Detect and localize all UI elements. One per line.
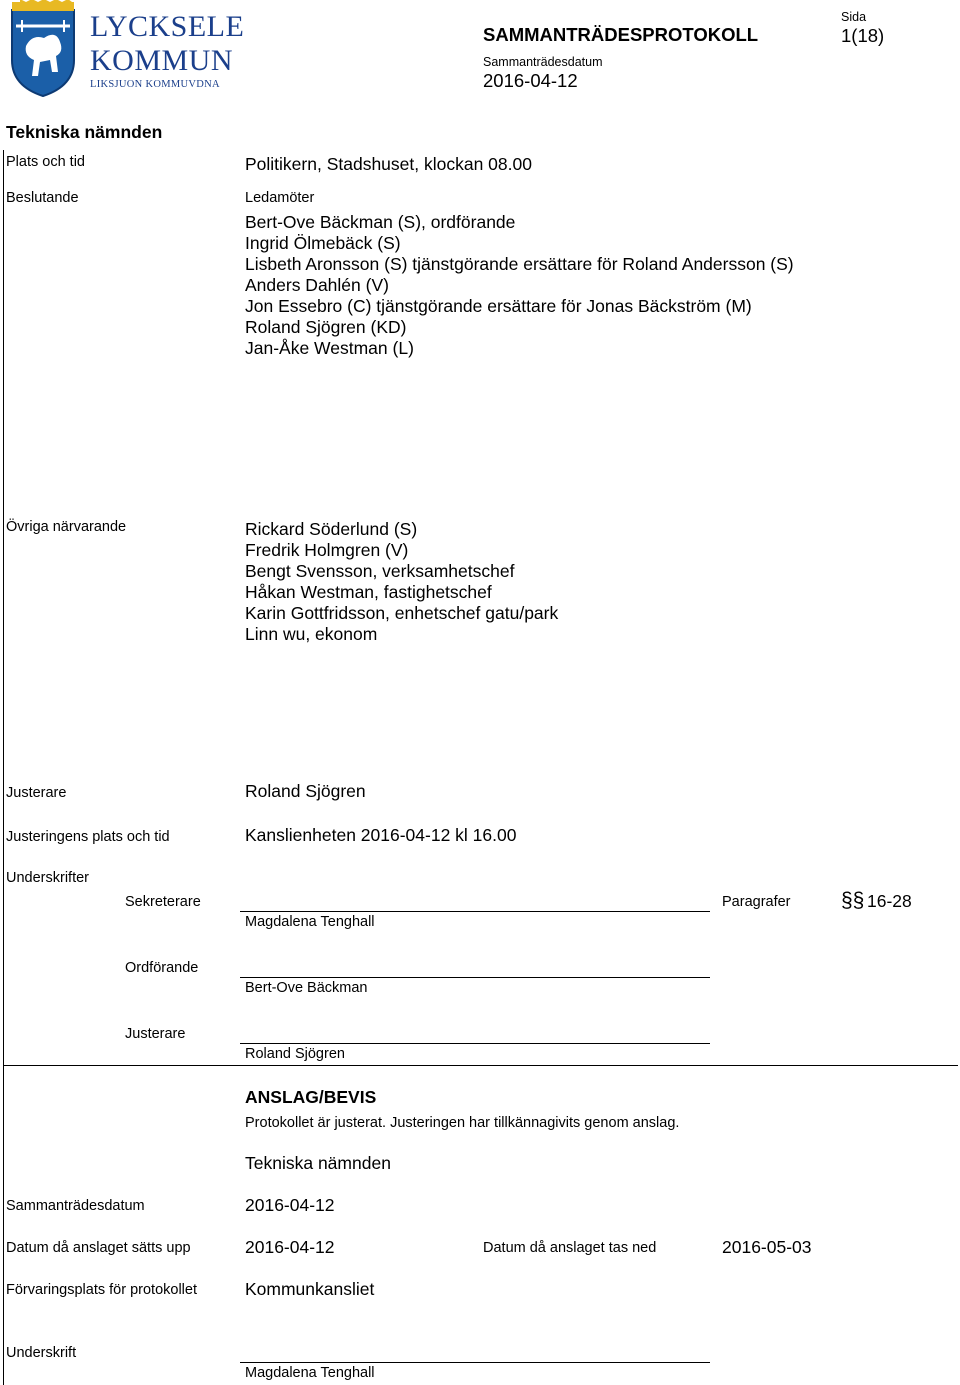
notice-signature-line	[240, 1362, 710, 1363]
notice-title: ANSLAG/BEVIS	[245, 1087, 377, 1107]
chair-signature-line	[240, 977, 710, 978]
storage-label: Förvaringsplats för protokollet	[6, 1282, 197, 1298]
logo-line-3: LIKSJUON KOMMUVDNA	[90, 79, 220, 90]
member-item: Ingrid Ölmebäck (S)	[245, 233, 401, 253]
attendee-item: Fredrik Holmgren (V)	[245, 540, 409, 560]
members-label: Ledamöter	[245, 190, 315, 206]
paragraphs-value: 16-28	[867, 891, 912, 911]
member-item: Roland Sjögren (KD)	[245, 317, 407, 337]
removed-date-label: Datum då anslaget tas ned	[483, 1240, 657, 1256]
member-item: Bert-Ove Bäckman (S), ordförande	[245, 212, 516, 232]
notice-signature-label: Underskrift	[6, 1345, 77, 1361]
notice-text: Protokollet är justerat. Justeringen har tillkännagivits genom anslag.	[245, 1115, 680, 1131]
page-label: Sida	[841, 10, 867, 24]
adjuster-signature-line	[240, 1043, 710, 1044]
committee-name: Tekniska nämnden	[6, 122, 163, 142]
header-date-label: Sammanträdesdatum	[483, 55, 603, 69]
attendee-item: Bengt Svensson, verksamhetschef	[245, 561, 515, 581]
place-label: Plats och tid	[6, 154, 85, 170]
logo-line-1: LYCKSELE	[90, 10, 245, 43]
signature-adjuster-label: Justerare	[125, 1026, 186, 1042]
notice-organ: Tekniska nämnden	[245, 1153, 391, 1173]
adjuster-label: Justerare	[6, 785, 67, 801]
storage-value: Kommunkansliet	[245, 1279, 375, 1299]
attendee-item: Linn wu, ekonom	[245, 624, 378, 644]
header-date: 2016-04-12	[483, 70, 578, 91]
chair-name: Bert-Ove Bäckman	[245, 980, 368, 996]
meeting-date-label: Sammanträdesdatum	[6, 1198, 145, 1214]
member-item: Lisbeth Aronsson (S) tjänstgörande ersättare för Roland Andersson (S)	[245, 254, 794, 274]
attendee-item: Karin Gottfridsson, enhetschef gatu/park	[245, 603, 559, 623]
paragraph-symbol: §§	[841, 889, 865, 912]
document-title: SAMMANTRÄDESPROTOKOLL	[483, 24, 759, 45]
adjust-place-value: Kanslienheten 2016-04-12 kl 16.00	[245, 825, 517, 845]
signature-adjuster-name: Roland Sjögren	[245, 1046, 345, 1062]
member-item: Anders Dahlén (V)	[245, 275, 389, 295]
others-label: Övriga närvarande	[6, 519, 127, 535]
meeting-date: 2016-04-12	[245, 1195, 335, 1215]
members-list	[245, 212, 794, 359]
secretary-name: Magdalena Tenghall	[245, 914, 375, 930]
signatures-label: Underskrifter	[6, 870, 89, 886]
secretary-signature-line	[240, 911, 710, 912]
removed-date: 2016-05-03	[722, 1237, 812, 1257]
others-list	[245, 519, 558, 645]
secretary-label: Sekreterare	[125, 894, 201, 910]
posted-date: 2016-04-12	[245, 1237, 335, 1257]
attendee-item: Håkan Westman, fastighetschef	[245, 582, 492, 602]
member-item: Jon Essebro (C) tjänstgörande ersättare för Jonas Bäckström (M)	[245, 296, 752, 316]
attendee-item: Rickard Söderlund (S)	[245, 519, 418, 539]
posted-date-label: Datum då anslaget sätts upp	[6, 1240, 191, 1256]
notice-signature-name: Magdalena Tenghall	[245, 1365, 375, 1381]
left-rule	[3, 150, 4, 1385]
paragraphs-label: Paragrafer	[722, 894, 791, 910]
logo-line-2: KOMMUN	[90, 44, 234, 77]
place-value: Politikern, Stadshuset, klockan 08.00	[245, 154, 532, 174]
coat-of-arms-icon	[8, 0, 78, 98]
adjust-place-label: Justeringens plats och tid	[6, 829, 170, 845]
adjuster-value: Roland Sjögren	[245, 781, 366, 801]
notice-divider	[3, 1065, 958, 1066]
page-number: 1(18)	[841, 25, 885, 46]
member-item: Jan-Åke Westman (L)	[245, 338, 414, 358]
chair-label: Ordförande	[125, 960, 199, 976]
deciding-label: Beslutande	[6, 190, 79, 206]
